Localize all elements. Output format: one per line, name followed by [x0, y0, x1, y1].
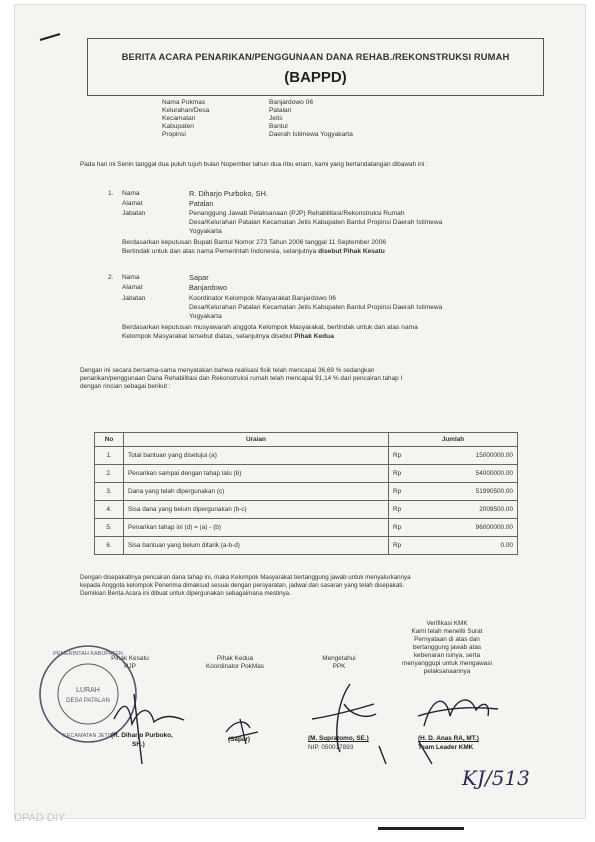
- jabatan-label: Jabatan: [122, 295, 146, 302]
- row-no: 1.: [95, 447, 124, 465]
- ppk-role: PPK: [332, 663, 346, 670]
- row-no: 5.: [95, 519, 124, 537]
- party-one-basis-text: Bertindak untuk dan atas nama Pemerintah Indonesia, selanjutnya: [122, 248, 317, 255]
- currency: Rp: [393, 452, 402, 459]
- amount-value: 51990500.00: [475, 488, 513, 495]
- row-no: 3.: [95, 483, 124, 501]
- currency: Rp: [393, 470, 402, 477]
- signature-kmk: [418, 700, 498, 764]
- info-label: Propinsi: [162, 131, 186, 138]
- verification-line: Pernyataan di atas dan: [414, 636, 480, 643]
- signature-pihak-kesatu: [114, 694, 184, 764]
- pihak-kedua-name: (Sapar): [228, 736, 251, 743]
- signatures-drawing: [14, 4, 586, 819]
- row-description: Sisa bantuan yang belum ditarik (a-b-d): [124, 537, 389, 555]
- pen-mark: [40, 34, 60, 40]
- document-title: BERITA ACARA PENARIKAN/PENGGUNAAN DANA REHAB./REKONSTRUKSI RUMAH: [121, 51, 510, 62]
- party-two-position: Yogyakarta: [189, 313, 222, 320]
- bottom-bar: [378, 827, 464, 830]
- amount-value: 54000000.00: [475, 470, 513, 477]
- statement-line: Dengan ini secara bersama-sama menyatakan bahwa realisasi fisik telah mencapai 36,69 % sedangkan: [80, 367, 375, 374]
- stamp-text-bottom: KECAMATAN JETIS: [63, 733, 113, 739]
- info-value: Bantul: [269, 123, 288, 130]
- verification-line: menyanggupi untuk mengawasi: [402, 660, 492, 667]
- alamat-label: Alamat: [122, 200, 143, 207]
- info-value: Patalan: [269, 107, 292, 114]
- party-one-role: disebut Pihak Kesatu: [318, 248, 385, 255]
- pihak-kesatu-role: PJP: [124, 663, 136, 670]
- amount-value: 2009500.00: [479, 506, 513, 513]
- info-label: Kabupaten: [162, 123, 194, 130]
- info-value: Daerah Istimewa Yogyakarta: [269, 131, 353, 138]
- verification-line: pelaksanaannya: [423, 668, 471, 675]
- ppk-nip: NIP. 050017893: [308, 744, 354, 751]
- signature-ppk: [312, 684, 386, 764]
- statement-line: dengan rincian sebagai berikut :: [80, 383, 171, 391]
- kmk-role: Team Leader KMK: [418, 744, 474, 751]
- pihak-kesatu-name: (R. Diharjo Purboko,: [111, 732, 173, 739]
- info-label: Kecamatan: [162, 115, 196, 122]
- document-subtitle: (BAPPD): [284, 69, 347, 86]
- pihak-kedua-role: Koordinator PokMas: [206, 663, 264, 670]
- currency: Rp: [393, 542, 402, 549]
- closing-line: kepada Anggota kelompok Penerima dimaksud sesuai dengan persyaratan, jadwal dan sasaran yang telah disepakati.: [80, 582, 405, 590]
- amount-value: 0.00: [500, 542, 513, 549]
- column-header-no: No: [95, 433, 124, 447]
- party-one-address: Patalan: [189, 199, 214, 208]
- alamat-label: Alamat: [122, 284, 143, 291]
- party-two-position: Desa/Kelurahan Patalan Kecamatan Jetis Kabupaten Bantul Propinsi Daerah Istimewa: [189, 304, 443, 311]
- nama-label: Nama: [122, 190, 140, 197]
- handwritten-code: KJ/513: [462, 766, 530, 790]
- ppk-label: Mengetahui: [322, 655, 356, 662]
- nama-label: Nama: [122, 274, 140, 281]
- party-two-role: Pihak Kedua: [294, 333, 334, 340]
- watermark: DPAD DIY: [14, 812, 66, 824]
- row-description: Total bantuan yang disetujui (a): [124, 447, 389, 465]
- document-page: [14, 4, 586, 819]
- pihak-kesatu-name-suffix: SH.): [132, 741, 145, 748]
- party-two-basis-text: Kelompok Masyarakat tersebut diatas, selanjutnya disebut: [122, 333, 293, 340]
- column-header-jumlah: Jumlah: [389, 433, 518, 447]
- pihak-kesatu-label: Pihak Kesatu: [111, 655, 149, 662]
- party-two-name: Sapar: [189, 273, 209, 282]
- verification-line: Verifikasi KMK: [426, 620, 468, 627]
- stamp-text-top: PEMERINTAH KABUPATEN: [53, 651, 123, 657]
- party-two-address: Banjardowo: [189, 283, 227, 292]
- closing-line: Dengan disepakatinya pencairan dana tahap ini, maka Kelompok Masyarakat bertanggung jawab untuk menyalurkannya: [80, 574, 411, 581]
- jabatan-label: Jabatan: [122, 210, 146, 217]
- info-value: Jetis: [269, 115, 283, 122]
- party-number: 2.: [108, 274, 114, 281]
- verification-line: Kami telah meneliti Surat: [411, 628, 483, 635]
- row-description: Sisa dana yang belum dipergunakan (b-c): [124, 501, 389, 519]
- info-label: Kelurahan/Desa: [162, 107, 210, 114]
- column-header-uraian: Uraian: [124, 433, 389, 447]
- row-no: 4.: [95, 501, 124, 519]
- info-label: Nama Pokmas: [162, 99, 206, 106]
- amount-value: 96000000.00: [475, 524, 513, 531]
- statement-line: penarikan/penggunaan Dana Rehabilitasi dan Rekonstruksi rumah telah mencapai 91,14 % dari pencairan tahap I: [80, 375, 403, 383]
- pihak-kedua-label: Pihak Kedua: [216, 655, 254, 662]
- party-two-position: Koordinator Kelompok Masyarakat Banjardowo 06: [189, 295, 336, 302]
- closing-line: Demikian Berita Acara ini dibuat untuk dipergunakan sebagaimana mestinya.: [80, 590, 291, 598]
- currency: Rp: [393, 524, 402, 531]
- amount-value: 15000000.00: [475, 452, 513, 459]
- info-value: Banjardowo 06: [269, 99, 313, 106]
- row-no: 6.: [95, 537, 124, 555]
- party-one-position: Yogyakarta: [189, 228, 222, 235]
- party-two-basis: Berdasarkan keputusan musyawarah anggota Kelompok Masyarakat, bertindak untuk dan atas nama: [122, 324, 418, 331]
- currency: Rp: [393, 506, 402, 513]
- row-no: 2.: [95, 465, 124, 483]
- verification-line: bertanggung jawab atas: [412, 644, 482, 651]
- official-stamp: [40, 646, 136, 742]
- stamp-text-desa: DESA PATALAN: [66, 698, 110, 704]
- row-description: Penarikan sampai dengan tahap lalu (b): [124, 465, 389, 483]
- ppk-name: (M. Supratomo, SE.): [308, 735, 369, 742]
- party-number: 1.: [108, 190, 114, 197]
- party-one-basis: Berdasarkan keputusan Bupati Bantul Nomor 273 Tahun 2006 tanggal 11 September 2006: [122, 239, 387, 246]
- row-description: Penarikan tahap ini (d) = (a) - (b): [124, 519, 389, 537]
- party-one-name: R. Diharjo Purboko, SH.: [189, 189, 268, 198]
- intro-paragraph: Pada hari ini Senin tanggal dua puluh tujuh bulan Nopember tahun dua ribu enam, kami yang bertandatangan dibawah ini :: [80, 161, 428, 168]
- stamp-text-lurah: LURAH: [76, 687, 100, 694]
- party-one-position: Desa/Kelurahan Patalan Kecamatan Jetis Kabupaten Bantul Propinsi Daerah Istimewa: [189, 219, 443, 226]
- party-one-position: Penanggung Jawab Pelaksanaan (PJP) Rehabilitasi/Rekonstruksi Rumah: [189, 210, 405, 217]
- verification-line: kebenaran isinya, serta: [413, 652, 481, 659]
- kmk-name: (H. D. Anas RA, MT.): [418, 735, 479, 742]
- currency: Rp: [393, 488, 402, 495]
- row-description: Dana yang telah dipergunakan (c): [124, 483, 389, 501]
